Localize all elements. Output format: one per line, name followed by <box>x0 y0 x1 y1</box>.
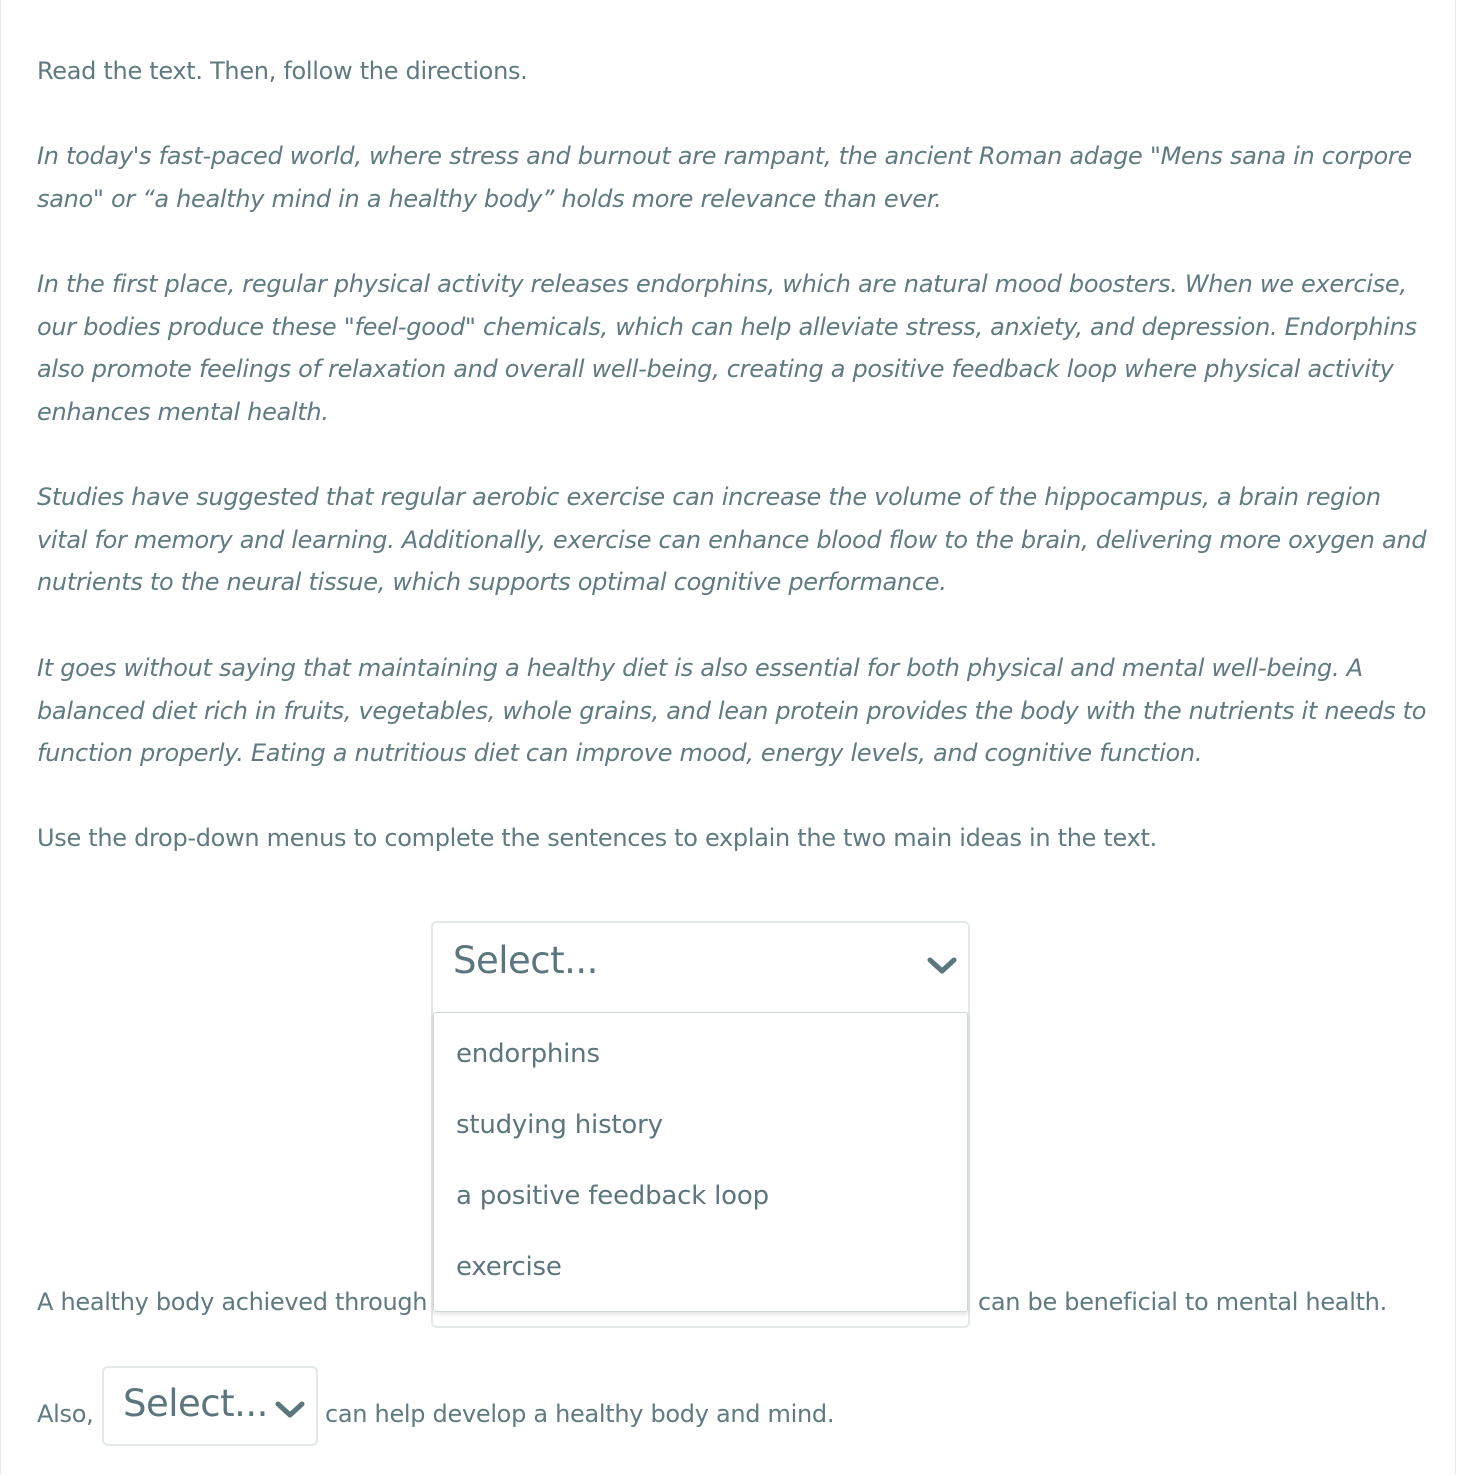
passage-paragraph-2: In the first place, regular physical activity releases endorphins, which are natural mood boosters. When we exercise, our bodies produce these "feel-good" chemicals, which can help alleviate stress, anxiety, and depression. Endorphins also promote feelings of relaxation and overall well-being, creating a positive feedback loop where physical activity enhances mental health. <box>37 270 1417 427</box>
intro-instruction: Read the text. Then, follow the directions. <box>37 57 528 85</box>
sentence-2-after: can help develop a healthy body and mind. <box>325 1400 835 1428</box>
passage-paragraph-3: Studies have suggested that regular aerobic exercise can increase the volume of the hippocampus, a brain region vital for memory and learning. Additionally, exercise can enhance blood flow to the brain, delivering more oxygen and nutrients to the neural tissue, which supports optimal cognitive performance. <box>37 483 1427 597</box>
dropdown-option-studying-history[interactable]: studying history <box>456 1110 663 1140</box>
dropdown-option-exercise[interactable]: exercise <box>456 1252 562 1282</box>
sentence-1-after: can be beneficial to mental health. <box>978 1288 1387 1316</box>
chevron-down-icon[interactable] <box>275 1400 305 1420</box>
sentence-2-dropdown-value: Select... <box>123 1382 268 1425</box>
sentence-1-before: A healthy body achieved through <box>37 1288 428 1316</box>
dropdown-option-positive-feedback-loop[interactable]: a positive feedback loop <box>456 1181 769 1211</box>
directions-instruction: Use the drop-down menus to complete the sentences to explain the two main ideas in the text. <box>37 824 1157 852</box>
sentence-1-dropdown-menu <box>433 1012 968 1312</box>
dropdown-option-endorphins[interactable]: endorphins <box>456 1039 600 1069</box>
passage-paragraph-4: It goes without saying that maintaining a healthy diet is also essential for both physical and mental well-being. A balanced diet rich in fruits, vegetables, whole grains, and lean protein provides the body with the nutrients it needs to function properly. Eating a nutritious diet can improve mood, energy levels, and cognitive function. <box>37 654 1427 768</box>
sentence-1-dropdown-value: Select... <box>453 939 598 982</box>
sentence-2-before: Also, <box>37 1400 94 1428</box>
sentence-2-dropdown[interactable] <box>102 1366 318 1446</box>
chevron-down-icon[interactable] <box>927 956 957 976</box>
passage-paragraph-1: In today's fast-paced world, where stress and burnout are rampant, the ancient Roman adage "Mens sana in corpore sano" or “a healthy mind in a healthy body” holds more relevance than ever. <box>37 142 1412 213</box>
